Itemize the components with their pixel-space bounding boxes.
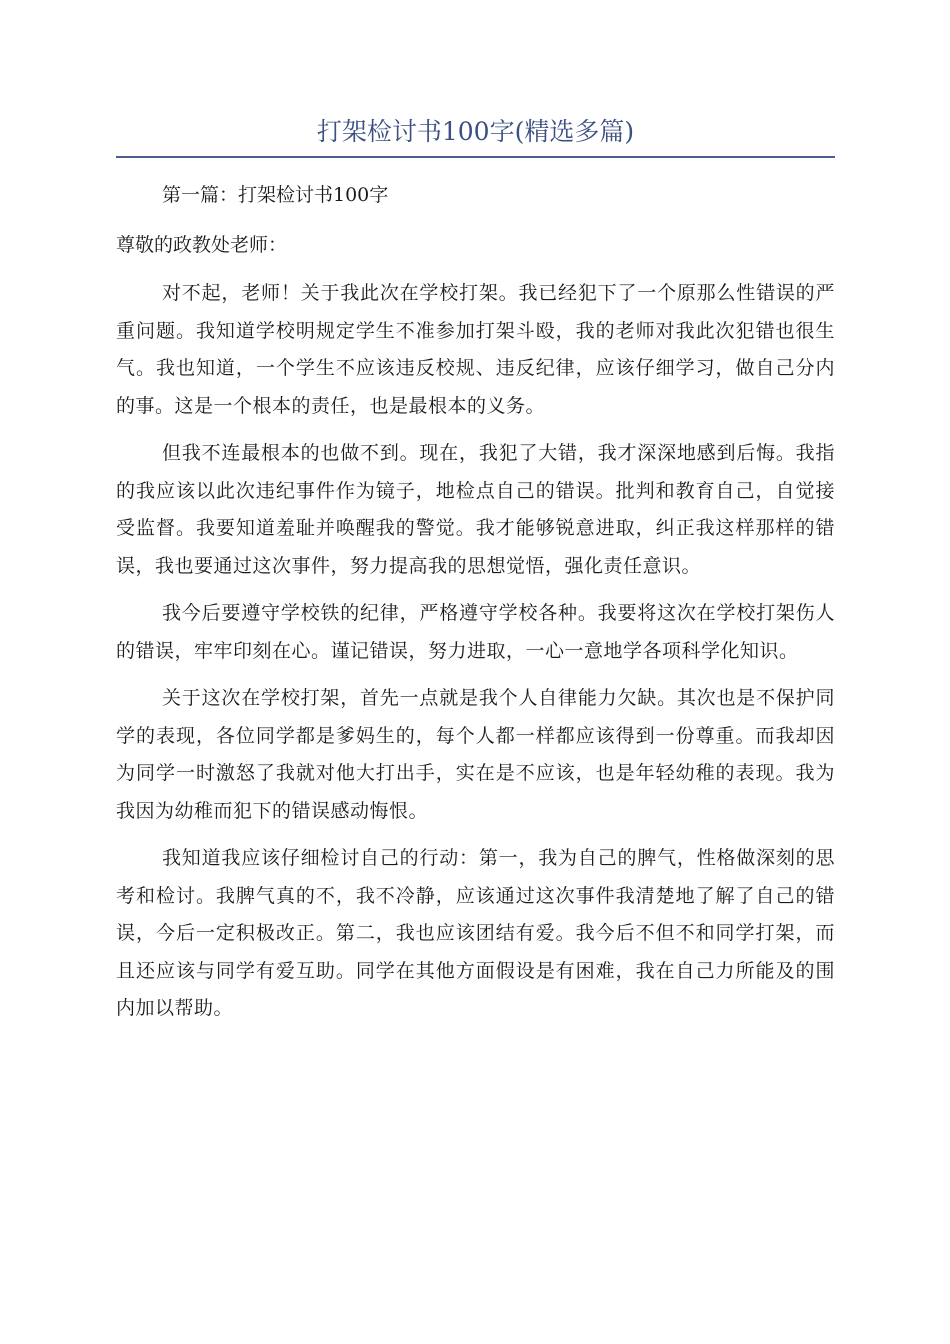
paragraph-2: 但我不连最根本的也做不到。现在，我犯了大错，我才深深地感到后悔。我指的我应该以此次违纪事件作为镜子，地检点自己的错误。批判和教育自己，自觉接受监督。我要知道羞耻并唤醒我的警觉。我才能够锐意进取，纠正我这样那样的错误，我也要通过这次事件，努力提高我的思想觉悟，强化责任意识。	[116, 442, 835, 577]
paragraph-3: 我今后要遵守学校铁的纪律，严格遵守学校各种。我要将这次在学校打架伤人的错误，牢牢印刻在心。谨记错误，努力进取，一心一意地学各项科学化知识。	[116, 602, 835, 662]
paragraph-1: 对不起，老师！关于我此次在学校打架。我已经犯下了一个原那么性错误的严重问题。我知道学校明规定学生不准参加打架斗殴，我的老师对我此次犯错也很生气。我也知道，一个学生不应该违反校规、违反纪律，应该仔细学习，做自己分内的事。这是一个根本的责任，也是最根本的义务。	[116, 282, 835, 417]
document-title: 打架检讨书100字(精选多篇)	[316, 117, 635, 146]
salutation: 尊敬的政教处老师：	[116, 234, 288, 256]
paragraph-5: 我知道我应该仔细检讨自己的行动：第一，我为自己的脾气，性格做深刻的思考和检讨。我脾气真的不，我不冷静，应该通过这次事件我清楚地了解了自己的错误，今后一定积极改正。第二，我也应该团结有爱。我今后不但不和同学打架，而且还应该与同学有爱互助。同学在其他方面假设是有困难，我在自己力所能及的围内加以帮助。	[116, 847, 835, 1019]
document-body	[116, 175, 835, 1028]
title-block	[116, 112, 835, 158]
paragraph-4: 关于这次在学校打架，首先一点就是我个人自律能力欠缺。其次也是不保护同学的表现，各位同学都是爹妈生的，每个人都一样都应该得到一份尊重。而我却因为同学一时激怒了我就对他大打出手，实在是不应该，也是年轻幼稚的表现。我为我因为幼稚而犯下的错误感动悔恨。	[116, 687, 835, 822]
section-heading: 第一篇：打架检讨书100字	[162, 184, 389, 206]
